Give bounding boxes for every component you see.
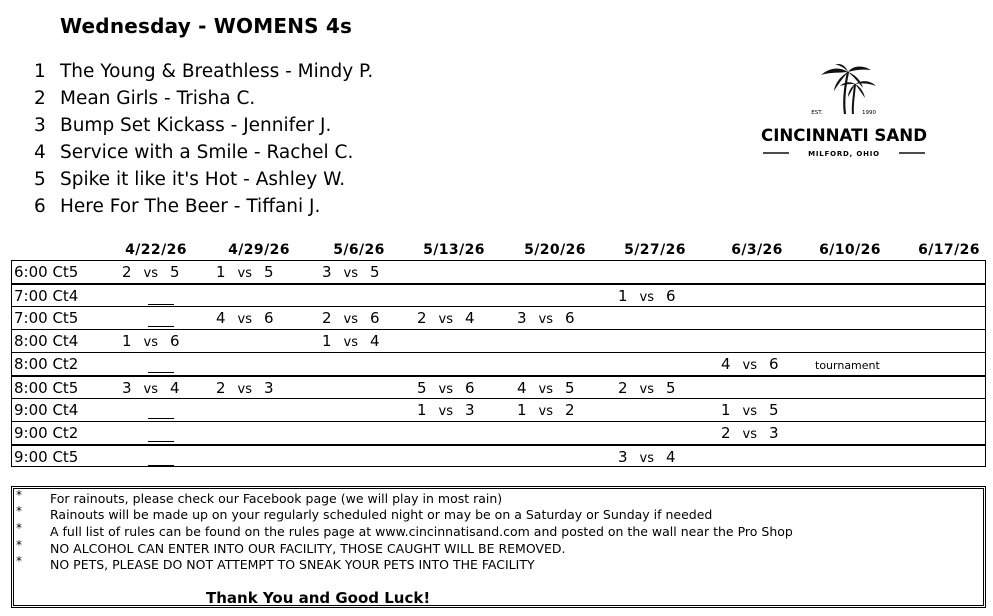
- home-team-number: 2: [122, 263, 132, 281]
- matchup-cell: [517, 400, 575, 422]
- bullet-star: *: [16, 488, 22, 502]
- team-name: Spike it like it's Hot - Ashley W.: [60, 169, 346, 190]
- schedule-row: [12, 306, 985, 329]
- away-team-number: 5: [769, 401, 779, 419]
- home-team-number: 4: [721, 355, 731, 373]
- matchup-cell: [618, 378, 676, 400]
- schedule-row: [12, 329, 985, 352]
- away-team-number: 6: [666, 287, 676, 305]
- home-team-number: 2: [417, 309, 427, 327]
- away-team-number: 6: [769, 355, 779, 373]
- bullet-star: *: [16, 504, 22, 518]
- matchup-cell: [618, 447, 676, 469]
- blank-underline: [148, 326, 174, 327]
- away-team-number: 6: [264, 309, 274, 327]
- team-name: Service with a Smile - Rachel C.: [60, 142, 354, 163]
- team-number: 5: [34, 169, 46, 190]
- team-number: 1: [34, 61, 46, 82]
- tournament-note: tournament: [815, 359, 880, 372]
- matchup-cell: [417, 378, 475, 400]
- time-court-label: 9:00 Ct2: [14, 424, 79, 442]
- time-court-label: 8:00 Ct5: [14, 379, 79, 397]
- vs-label: vs: [538, 404, 554, 419]
- vs-label: vs: [438, 382, 454, 397]
- vs-label: vs: [438, 312, 454, 327]
- home-team-number: 2: [216, 379, 226, 397]
- home-team-number: 1: [216, 263, 226, 281]
- team-name: Here For The Beer - Tiffani J.: [60, 196, 321, 217]
- time-court-label: 9:00 Ct4: [14, 401, 79, 419]
- team-item: [34, 166, 373, 193]
- home-team-number: 5: [417, 379, 427, 397]
- home-team-number: 3: [517, 309, 527, 327]
- schedule-row: [12, 260, 985, 283]
- vs-label: vs: [343, 266, 359, 281]
- home-team-number: 2: [618, 379, 628, 397]
- away-team-number: 5: [264, 263, 274, 281]
- team-name: The Young & Breathless - Mindy P.: [60, 61, 374, 82]
- team-number: 6: [34, 196, 46, 217]
- note-text: A full list of rules can be found on the rules page at www.cincinnatisand.com and posted on the wall near the Pro Shop: [50, 524, 793, 539]
- bullet-star: *: [16, 554, 22, 568]
- closing-message: Thank You and Good Luck!: [206, 589, 431, 607]
- vs-label: vs: [639, 290, 655, 305]
- time-court-label: 6:00 Ct5: [14, 263, 79, 281]
- vs-label: vs: [538, 382, 554, 397]
- home-team-number: 1: [618, 287, 628, 305]
- away-team-number: 5: [666, 379, 676, 397]
- schedule-row: [12, 283, 985, 306]
- schedule-table: [11, 260, 986, 467]
- away-team-number: 6: [170, 332, 180, 350]
- matchup-cell: [721, 400, 779, 422]
- vs-label: vs: [143, 382, 159, 397]
- date-label: 5/6/26: [333, 242, 385, 258]
- home-team-number: 1: [322, 332, 332, 350]
- vs-label: vs: [639, 451, 655, 466]
- away-team-number: 2: [565, 401, 575, 419]
- home-team-number: 1: [721, 401, 731, 419]
- home-team-number: 1: [417, 401, 427, 419]
- cincinnati-sand-logo: [755, 64, 933, 160]
- schedule-row: [12, 421, 985, 444]
- date-label: 5/27/26: [624, 242, 686, 258]
- team-item: [34, 139, 373, 166]
- matchup-cell: [417, 400, 475, 422]
- home-team-number: 2: [721, 424, 731, 442]
- palm-trees-icon: [821, 64, 876, 114]
- note-text: Rainouts will be made up on your regularly scheduled night or may be on a Saturday or Sunday if needed: [50, 507, 713, 522]
- vs-label: vs: [639, 382, 655, 397]
- vs-label: vs: [742, 404, 758, 419]
- home-team-number: 3: [618, 448, 628, 466]
- team-item: [34, 112, 373, 139]
- blank-underline: [148, 418, 174, 419]
- team-item: [34, 58, 373, 85]
- vs-label: vs: [143, 266, 159, 281]
- team-name: Bump Set Kickass - Jennifer J.: [60, 115, 332, 136]
- date-label: 6/17/26: [918, 242, 980, 258]
- matchup-cell: [618, 286, 676, 308]
- away-team-number: 3: [769, 424, 779, 442]
- matchup-cell: [517, 378, 575, 400]
- matchup-cell: [721, 354, 779, 376]
- home-team-number: 4: [517, 379, 527, 397]
- matchup-cell: [417, 308, 475, 330]
- home-team-number: 2: [322, 309, 332, 327]
- team-name: Mean Girls - Trisha C.: [60, 88, 256, 109]
- time-court-label: 9:00 Ct5: [14, 448, 79, 466]
- notes-box: [11, 486, 986, 608]
- date-label: 6/3/26: [731, 242, 783, 258]
- note-text: NO PETS, PLEASE DO NOT ATTEMPT TO SNEAK YOUR PETS INTO THE FACILITY: [50, 557, 535, 572]
- home-team-number: 4: [216, 309, 226, 327]
- team-item: [34, 85, 373, 112]
- date-label: 4/22/26: [125, 242, 187, 258]
- away-team-number: 4: [170, 379, 180, 397]
- time-court-label: 7:00 Ct5: [14, 309, 79, 327]
- date-header: [0, 242, 993, 260]
- date-label: 6/10/26: [819, 242, 881, 258]
- team-number: 2: [34, 88, 46, 109]
- schedule-row: [12, 352, 985, 375]
- vs-label: vs: [742, 427, 758, 442]
- team-item: [34, 193, 373, 220]
- home-team-number: 3: [322, 263, 332, 281]
- away-team-number: 4: [370, 332, 380, 350]
- note-text: NO ALCOHOL CAN ENTER INTO OUR FACILITY, THOSE CAUGHT WILL BE REMOVED.: [50, 541, 566, 556]
- schedule-row: [12, 375, 985, 398]
- bullet-star: *: [16, 521, 22, 535]
- page-title: Wednesday - WOMENS 4s: [60, 14, 353, 38]
- blank-underline: [148, 304, 174, 305]
- away-team-number: 5: [565, 379, 575, 397]
- logo-year: 1990: [862, 110, 876, 116]
- home-team-number: 1: [122, 332, 132, 350]
- note-text: For rainouts, please check our Facebook page (we will play in most rain): [50, 491, 503, 506]
- vs-label: vs: [237, 266, 253, 281]
- matchup-cell: [122, 262, 180, 284]
- vs-label: vs: [237, 382, 253, 397]
- vs-label: vs: [438, 404, 454, 419]
- matchup-cell: [322, 331, 380, 353]
- date-label: 4/29/26: [228, 242, 290, 258]
- date-label: 5/20/26: [524, 242, 586, 258]
- logo-location: MILFORD, OHIO: [808, 150, 880, 158]
- time-court-label: 7:00 Ct4: [14, 287, 79, 305]
- matchup-cell: [322, 262, 380, 284]
- team-number: 4: [34, 142, 46, 163]
- schedule-row: [12, 398, 985, 421]
- vs-label: vs: [742, 358, 758, 373]
- away-team-number: 6: [370, 309, 380, 327]
- schedule-row: [12, 444, 985, 467]
- away-team-number: 4: [465, 309, 475, 327]
- away-team-number: 4: [666, 448, 676, 466]
- logo-est: EST.: [811, 110, 823, 116]
- away-team-number: 6: [565, 309, 575, 327]
- blank-underline: [148, 441, 174, 442]
- time-court-label: 8:00 Ct2: [14, 355, 79, 373]
- matchup-cell: [122, 331, 180, 353]
- matchup-cell: [721, 423, 779, 445]
- matchup-cell: [122, 378, 180, 400]
- blank-underline: [148, 465, 174, 466]
- bullet-star: *: [16, 538, 22, 552]
- vs-label: vs: [143, 335, 159, 350]
- home-team-number: 1: [517, 401, 527, 419]
- away-team-number: 5: [370, 263, 380, 281]
- away-team-number: 5: [170, 263, 180, 281]
- matchup-cell: [517, 308, 575, 330]
- matchup-cell: [322, 308, 380, 330]
- vs-label: vs: [343, 335, 359, 350]
- away-team-number: 6: [465, 379, 475, 397]
- matchup-cell: [216, 262, 274, 284]
- matchup-cell: [216, 378, 274, 400]
- logo-name: CINCINNATI SAND: [761, 126, 927, 146]
- away-team-number: 3: [465, 401, 475, 419]
- vs-label: vs: [538, 312, 554, 327]
- home-team-number: 3: [122, 379, 132, 397]
- date-label: 5/13/26: [423, 242, 485, 258]
- away-team-number: 3: [264, 379, 274, 397]
- time-court-label: 8:00 Ct4: [14, 332, 79, 350]
- matchup-cell: [216, 308, 274, 330]
- vs-label: vs: [343, 312, 359, 327]
- blank-underline: [148, 372, 174, 373]
- team-list: [34, 58, 373, 220]
- vs-label: vs: [237, 312, 253, 327]
- team-number: 3: [34, 115, 46, 136]
